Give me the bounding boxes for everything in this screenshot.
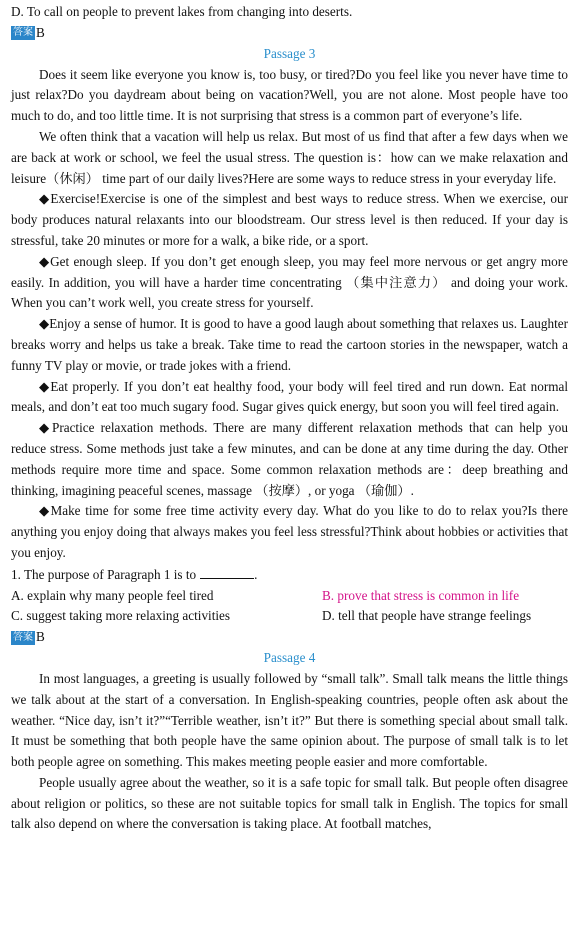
passage3-paragraph: ◆Exercise!Exercise is one of the simplest and best ways to reduce stress. When we exercise, our body produces natural relaxants into our bloodstream. Our stress level is then reduced. If your day is stressful, take 20 minutes or more for a walk, a bike ride, or a sport. [11,191,568,248]
answer-badge: 答案 [13,27,33,39]
passage3-paragraph: ◆Eat properly. If you don’t eat healthy food, your body will feel tired and run down. Eat normal meals, and don’t eat too much sugary food. Sugar gives quick energy, but soon you will feel tired again. [11,378,568,415]
passage3-title: Passage 3 [263,45,316,61]
prev-option-d: D. To call on people to prevent lakes from changing into deserts. [11,4,353,19]
passage4-title: Passage 4 [263,650,316,666]
question-answer [11,627,568,648]
prev-answer [11,23,568,44]
passage4-paragraph: People usually agree about the weather, so it is a safe topic for small talk. But people often disagree about religion or politics, so these are not suitable topics for small talk in English. The topics for small talk also depend on where the conversation is taking place. At football matches, [11,774,568,832]
question-end: . [254,566,258,582]
question-1 [11,564,568,586]
prev-answer-value: B [36,24,45,40]
question-answer-value: B [36,629,45,645]
question-options [11,586,568,628]
answer-badge: 答案 [13,631,33,643]
option-c: C. suggest taking more relaxing activities [11,608,231,624]
option-b: B. prove that stress is common in life [322,587,520,603]
passage3-paragraph: We often think that a vacation will help us relax. But most of us find that after a few days when we are back at work or school, we feel the usual stress. The question is：how can we make relaxation and leisure（休闲） time part of our daily lives?Here are some ways to reduce stress in your everyday life. [11,128,568,186]
passage3-paragraph: Does it seem like everyone you know is, too busy, or tired?Do you feel like you never have time to just relax?Do you daydream about being on vacation?Well, you are not alone. Most people have too much to do, and too little time. It is not surprising that stress is a common part of everyone’s life. [11,66,568,124]
question-text: 1. The purpose of Paragraph 1 is to [11,566,197,582]
answer-blank [200,564,254,579]
passage3-paragraph: ◆Enjoy a sense of humor. It is good to have a good laugh about something that relaxes us. Laughter breaks worry and helps us take a break. Take time to read the cartoon stories in the newspaper, watch a funny TV play or movie, or trade jokes with a friend. [11,316,568,373]
option-d: D. tell that people have strange feelings [322,608,532,624]
passage3-paragraph: ◆Make time for some free time activity every day. What do you like to do to relax you?Is there anything you enjoy doing that always makes you feel less stressful?Think about hobbies or activities that you enjoy. [11,503,568,560]
passage3-paragraph: ◆Practice relaxation methods. There are many different relaxation methods that can help you reduce stress. Some methods just take a few minutes, and can be done at any time during the day. Other methods require more time and space. Some common relaxation methods are：deep breathing and thinking, imagining peaceful scenes, massage （按摩）, or yoga （瑜伽）. [11,420,568,498]
passage4-paragraph: In most languages, a greeting is usually followed by “small talk”. Small talk means the little things we talk about at the start of a conversation. In English-speaking countries, people often ask about the weather. “Nice day, isn’t it?”“Terrible weather, isn’t it?” But there is something special about small talk. It must be something that both people have the same opinion about. The purpose of small talk is to let both people agree on something. This makes meeting people easier and more comfortable. [11,670,568,770]
option-a: A. explain why many people feel tired [11,587,214,603]
passage3-paragraph: ◆Get enough sleep. If you don’t get enough sleep, you may feel more nervous or get angry more easily. In addition, you will have a harder time concentrating （集中注意力） and doing your work. When you can’t work well, you create stress for yourself. [11,253,568,311]
